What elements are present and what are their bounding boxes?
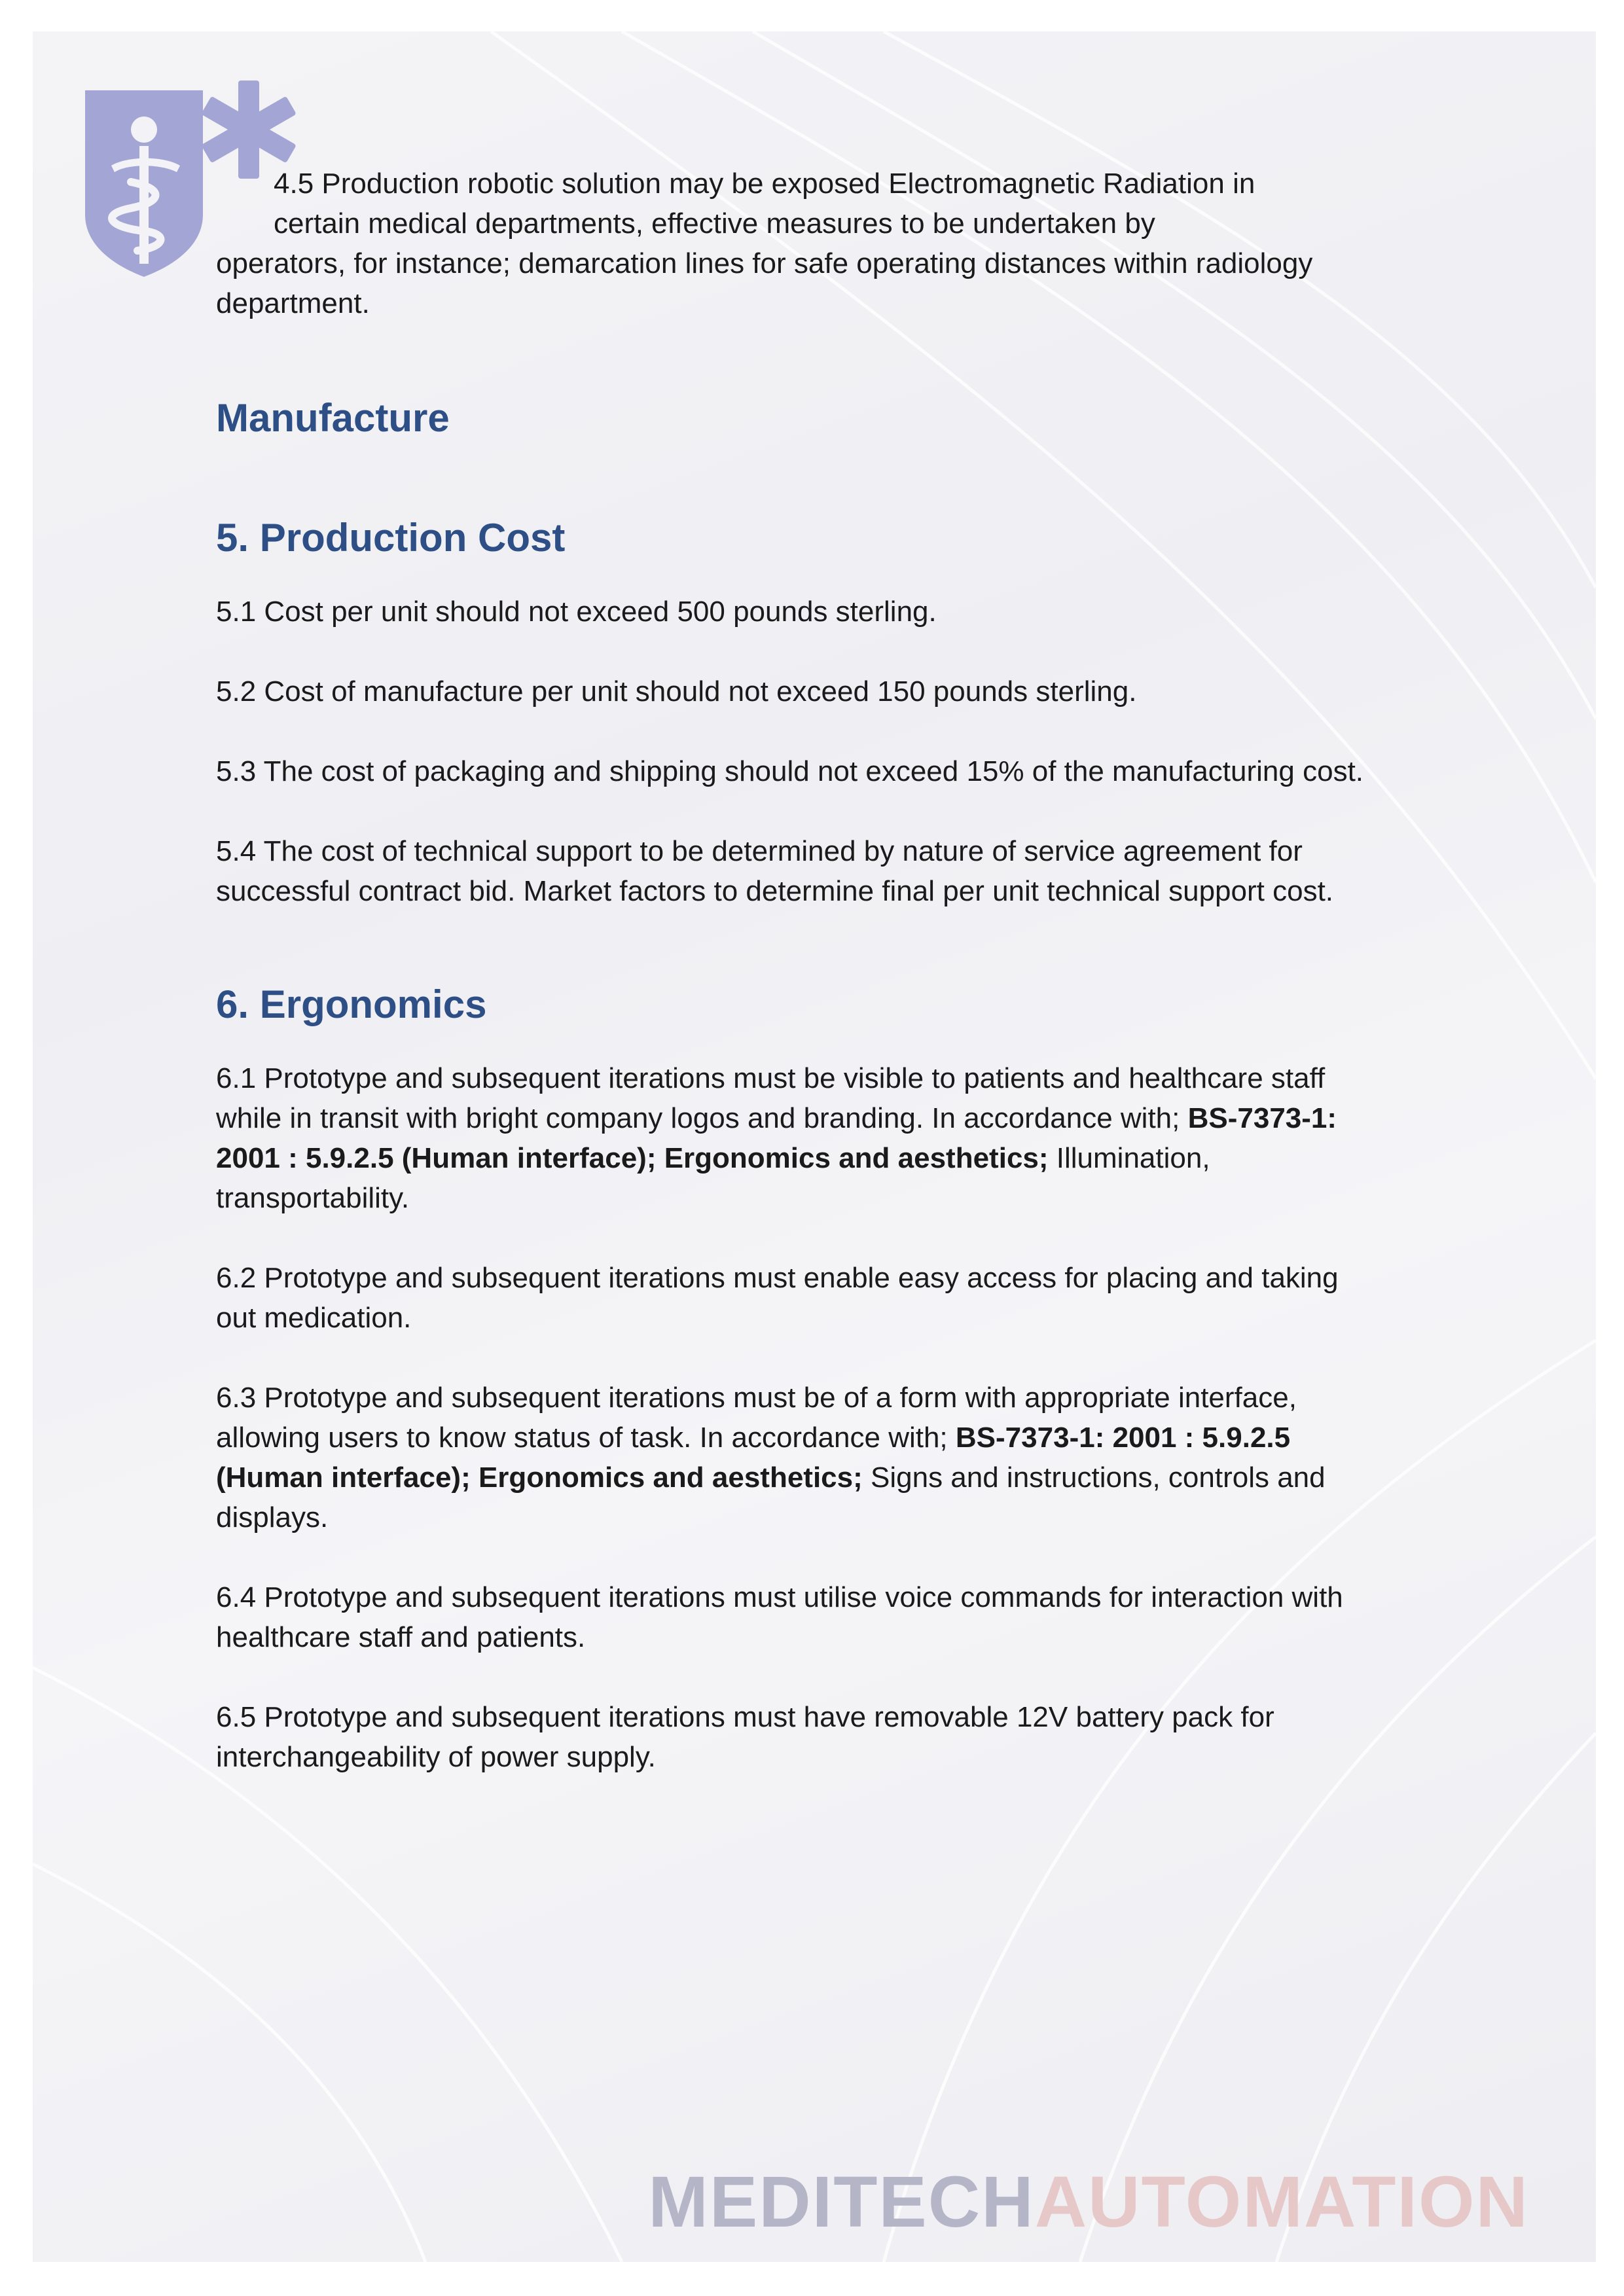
paragraph-4-5 — [216, 164, 1381, 323]
section-heading-ergonomics: 6. Ergonomics — [216, 982, 487, 1026]
paragraph-5-3: 5.3 The cost of packaging and shipping should not exceed 15% of the manufacturing cost. — [216, 755, 1364, 787]
paragraph-6-2: 6.2 Prototype and subsequent iterations must enable easy access for placing and taking out medication. — [216, 1262, 1339, 1334]
paragraph-6-3-text: 6.3 Prototype and subsequent iterations must be of a form with appropriate interface, allowing users to know status of task. In accordance with; — [216, 1382, 1297, 1454]
paragraph-6-3-tail: Signs and instructions, controls and displays. — [216, 1462, 1326, 1534]
section-heading-production-cost: 5. Production Cost — [216, 516, 566, 560]
paragraph-6-1-text: 6.1 Prototype and subsequent iterations must be visible to patients and healthcare staff while in transit with bright company logos and branding. In accordance with; — [216, 1062, 1326, 1134]
footer-brand-part1: MEDITECH — [648, 2162, 1035, 2242]
paragraph-4-5-line1: 4.5 Production robotic solution may be exposed Electromagnetic Radiation in — [274, 168, 1255, 200]
footer-brand-part2: AUTOMATION — [1034, 2162, 1529, 2242]
document-content — [216, 164, 1381, 1777]
paragraph-4-5-rest: operators, for instance; demarcation lines for safe operating distances within radiology department. — [216, 247, 1313, 319]
paragraph-6-5: 6.5 Prototype and subsequent iterations must have removable 12V battery pack for interchangeability of power supply. — [216, 1701, 1274, 1773]
paragraph-6-4: 6.4 Prototype and subsequent iterations must utilise voice commands for interaction with healthcare staff and patients. — [216, 1581, 1343, 1653]
paragraph-6-3 — [216, 1378, 1381, 1537]
paragraph-6-1-tail: Illumination, transportability. — [216, 1142, 1210, 1214]
footer-brand-logo — [648, 2162, 1529, 2242]
paragraph-5-4: 5.4 The cost of technical support to be determined by nature of service agreement for successful contract bid. Market factors to determine final per unit technical support cost. — [216, 835, 1334, 907]
paragraph-4-5-line2: certain medical departments, effective measures to be undertaken by — [274, 207, 1155, 240]
paragraph-6-1 — [216, 1058, 1381, 1218]
section-title-manufacture: Manufacture — [216, 396, 450, 440]
paragraph-5-1: 5.1 Cost per unit should not exceed 500 pounds sterling. — [216, 596, 937, 628]
paragraph-5-2: 5.2 Cost of manufacture per unit should not exceed 150 pounds sterling. — [216, 675, 1137, 708]
paragraph-6-1-standard-ref: BS-7373-1: 2001 : 5.9.2.5 (Human interface); Ergonomics and aesthetics; — [216, 1102, 1337, 1174]
paragraph-6-3-standard-ref: BS-7373-1: 2001 : 5.9.2.5 (Human interface); Ergonomics and aesthetics; — [216, 1422, 1291, 1494]
